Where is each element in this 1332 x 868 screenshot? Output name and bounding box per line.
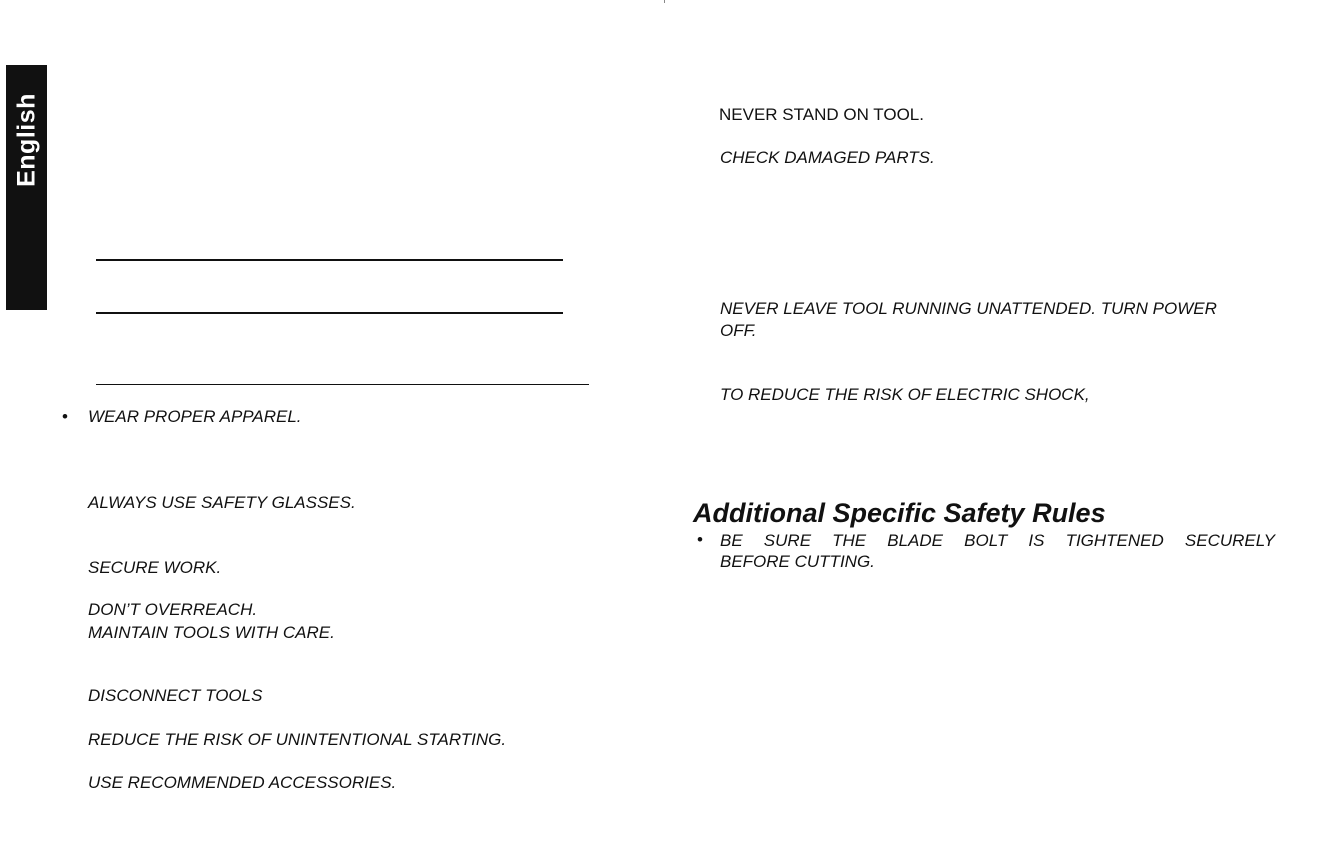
use-recommended-accessories: USE RECOMMENDED ACCESSORIES. [88,773,397,792]
check-damaged-parts: CHECK DAMAGED PARTS. [720,148,935,167]
disconnect-tools: DISCONNECT TOOLS [88,686,263,705]
maintain-tools-with-care: MAINTAIN TOOLS WITH CARE. [88,623,335,642]
divider-line-3 [96,384,589,385]
dont-overreach: DON’T OVERREACH. [88,600,258,619]
section-heading: Additional Specific Safety Rules [693,498,1106,528]
secure-work: SECURE WORK. [88,558,222,577]
divider-line-2 [96,312,563,314]
never-stand-on-tool: NEVER STAND ON TOOL. [719,105,924,124]
never-leave-tool-running-line-1: NEVER LEAVE TOOL RUNNING UNATTENDED. TURN POWER [720,299,1217,318]
language-tab-label: English [12,93,40,187]
divider-line-1 [96,259,563,261]
reduce-risk-unintentional-starting: REDUCE THE RISK OF UNINTENTIONAL STARTING. [88,730,507,749]
language-tab [6,65,47,310]
reduce-risk-electric-shock: TO REDUCE THE RISK OF ELECTRIC SHOCK, [720,385,1090,404]
page-top-mark [664,0,665,3]
bullet-icon: • [62,407,68,426]
blade-bolt-line-1: BE SURE THE BLADE BOLT IS TIGHTENED SECURELY [720,531,1275,550]
wear-proper-apparel: WEAR PROPER APPAREL. [88,407,302,426]
never-leave-tool-running-line-2: OFF. [720,321,757,340]
always-use-safety-glasses: ALWAYS USE SAFETY GLASSES. [88,493,356,512]
blade-bolt-line-2: BEFORE CUTTING. [720,552,875,571]
bullet-icon: • [697,530,703,549]
